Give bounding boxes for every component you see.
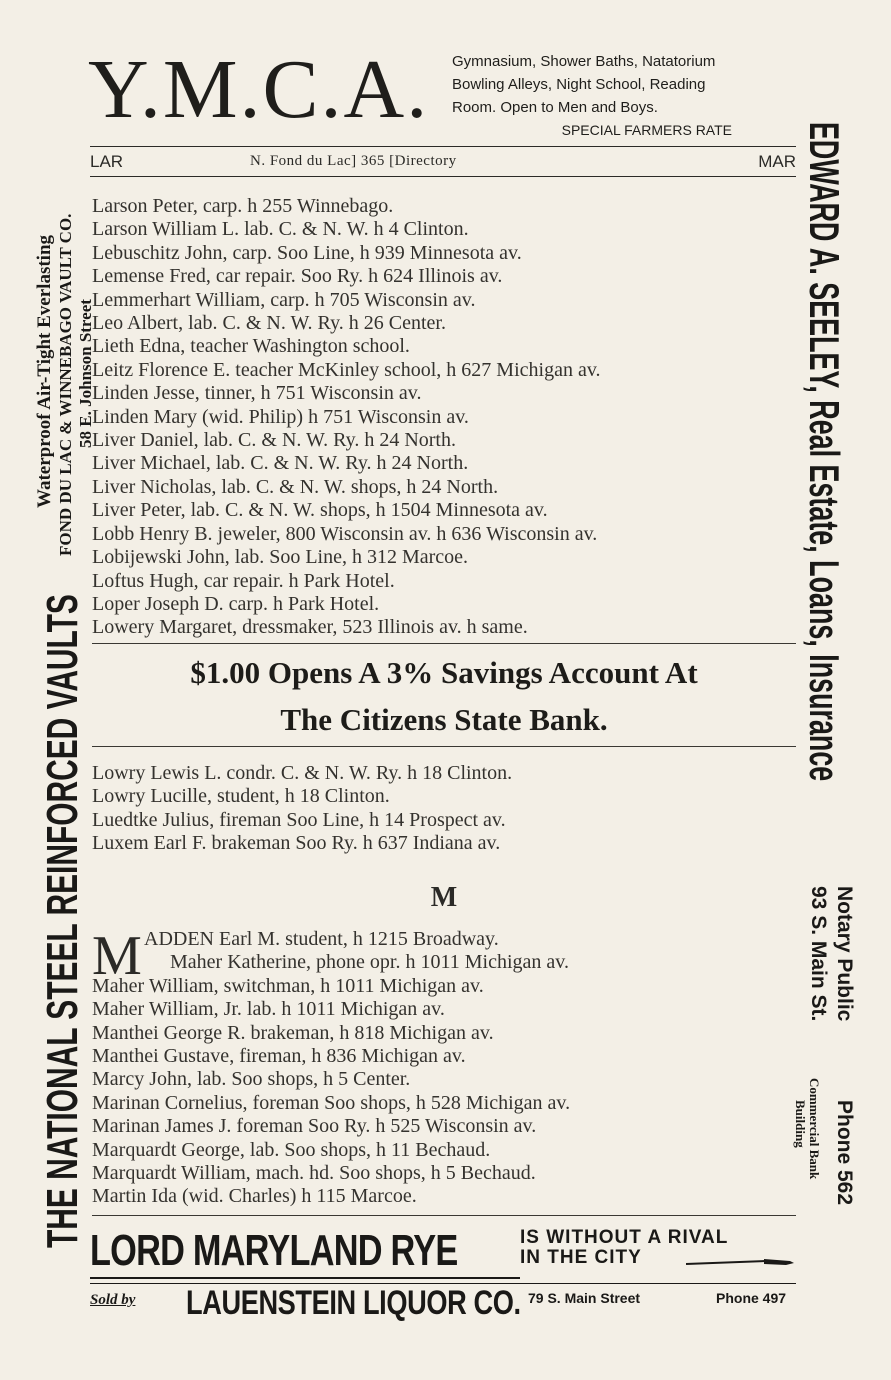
sold-by-label: Sold by	[90, 1292, 136, 1308]
list-item: Maher Katherine, phone opr. h 1011 Michigan av.	[170, 951, 569, 974]
seeley-address: 93 S. Main St.	[807, 886, 830, 1022]
list-item: Lowery Margaret, dressmaker, 523 Illinois av. h same.	[92, 616, 528, 639]
list-item: Lobb Henry B. jeweler, 800 Wisconsin av. h 636 Wisconsin av.	[92, 522, 598, 545]
list-item: Marcy John, lab. Soo shops, h 5 Center.	[92, 1068, 411, 1091]
list-item: Maher William, switchman, h 1011 Michigan av.	[92, 974, 484, 997]
list-item: Lowry Lucille, student, h 18 Clinton.	[92, 785, 390, 808]
list-item: Lowry Lewis L. condr. C. & N. W. Ry. h 18 Clinton.	[92, 762, 513, 784]
lauenstein-address: 79 S. Main Street	[528, 1290, 641, 1306]
list-item: ADDEN Earl M. student, h 1215 Broadway.	[144, 928, 499, 950]
ad-rule	[90, 1277, 520, 1279]
seeley-building-1: Commercial Bank	[807, 1078, 822, 1180]
list-item: Linden Jesse, tinner, h 751 Wisconsin av.	[92, 382, 422, 405]
header-rule-bottom	[90, 176, 796, 177]
list-item: Marinan Cornelius, foreman Soo shops, h 528 Michigan av.	[92, 1091, 571, 1114]
list-item: Martin Ida (wid. Charles) h 115 Marcoe.	[92, 1185, 417, 1208]
seeley-ad-main: EDWARD A. SEELEY, Real Estate, Loans, Insurance	[801, 122, 848, 782]
lord-maryland-rye-title: LORD MARYLAND RYE	[90, 1226, 458, 1275]
running-head-left: LAR	[90, 152, 124, 171]
citizens-ad-line-2: The Citizens State Bank.	[280, 702, 608, 737]
list-item: Marquardt George, lab. Soo shops, h 11 Bechaud.	[92, 1138, 491, 1161]
vaults-ad-company: FOND DU LAC & WINNEBAGO VAULT CO.	[56, 213, 75, 556]
entries-list-3	[92, 925, 802, 1209]
ymca-line-1: Gymnasium, Shower Baths, Natatorium	[452, 53, 716, 70]
seeley-phone: Phone 562	[833, 1100, 856, 1206]
ymca-farmers-rate: SPECIAL FARMERS RATE	[561, 122, 732, 138]
list-item: Linden Mary (wid. Philip) h 751 Wisconsin av.	[92, 405, 469, 428]
divider-rule	[92, 1215, 796, 1216]
running-head-center: N. Fond du Lac] 365 [Directory	[250, 153, 457, 169]
list-item: Lemmerhart William, carp. h 705 Wisconsin av.	[92, 288, 476, 311]
list-item: Larson William L. lab. C. & N. W. h 4 Clinton.	[92, 218, 469, 241]
entries-list-1	[92, 195, 802, 640]
ymca-ad-text	[452, 50, 792, 142]
list-item: Marinan James J. foreman Soo Ry. h 525 Wisconsin av.	[92, 1115, 537, 1138]
vaults-ad-tagline: Waterproof Air-Tight Everlasting	[34, 234, 55, 508]
list-item: Luxem Earl F. brakeman Soo Ry. h 637 Indiana av.	[92, 832, 501, 855]
list-item: Liver Daniel, lab. C. & N. W. Ry. h 24 North.	[92, 429, 456, 452]
list-item: Loftus Hugh, car repair. h Park Hotel.	[92, 569, 395, 592]
list-item: Larson Peter, carp. h 255 Winnebago.	[92, 195, 394, 217]
list-item: Leitz Florence E. teacher McKinley school, h 627 Michigan av.	[92, 358, 601, 381]
list-item: Lemense Fred, car repair. Soo Ry. h 624 Illinois av.	[92, 265, 503, 288]
list-item: Liver Peter, lab. C. & N. W. shops, h 1504 Minnesota av.	[92, 499, 548, 522]
list-item: Marquardt William, mach. hd. Soo shops, h 5 Bechaud.	[92, 1162, 536, 1185]
list-item: Luedtke Julius, fireman Soo Line, h 14 Prospect av.	[92, 808, 506, 831]
divider-rule	[92, 746, 796, 747]
list-item: Manthei Gustave, fireman, h 836 Michigan av.	[92, 1045, 466, 1068]
list-item: Leo Albert, lab. C. & N. W. Ry. h 26 Center.	[92, 312, 446, 335]
running-head-right: MAR	[758, 152, 796, 171]
list-item: Loper Joseph D. carp. h Park Hotel.	[92, 592, 380, 615]
ymca-logo: Y.M.C.A.	[88, 43, 430, 136]
vaults-ad-main: THE NATIONAL STEEL REINFORCED VAULTS	[38, 594, 87, 1248]
list-item: Liver Michael, lab. C. & N. W. Ry. h 24 North.	[92, 452, 469, 475]
pointing-hand-icon	[686, 1258, 796, 1268]
section-letter: M	[430, 882, 458, 913]
running-head	[90, 150, 796, 174]
divider-rule	[92, 643, 796, 644]
ymca-line-3: Room. Open to Men and Boys.	[452, 99, 658, 116]
vaults-ad-address: 58 E. Johnson Street	[76, 299, 95, 448]
drop-cap: M	[92, 925, 142, 987]
ymca-line-2: Bowling Alleys, Night School, Reading	[452, 76, 706, 93]
list-item: Lobijewski John, lab. Soo Line, h 312 Marcoe.	[92, 546, 469, 569]
lauenstein-company: LAUENSTEIN LIQUOR CO.	[186, 1284, 521, 1322]
header-rule-top	[90, 146, 796, 147]
seeley-building-2: Building	[793, 1100, 808, 1148]
entries-list-2	[92, 762, 802, 856]
list-item: Maher William, Jr. lab. h 1011 Michigan av.	[92, 998, 445, 1021]
list-item: Manthei George R. brakeman, h 818 Michigan av.	[92, 1021, 494, 1044]
list-item: Lieth Edna, teacher Washington school.	[92, 335, 410, 358]
lauenstein-phone: Phone 497	[716, 1290, 787, 1306]
rival-line-1: IS WITHOUT A RIVAL	[520, 1227, 729, 1248]
list-item: Lebuschitz John, carp. Soo Line, h 939 Minnesota av.	[92, 241, 522, 264]
citizens-ad-line-1: $1.00 Opens A 3% Savings Account At	[190, 655, 698, 690]
rival-line-2: IN THE CITY	[520, 1247, 642, 1268]
list-item: Liver Nicholas, lab. C. & N. W. shops, h 24 North.	[92, 475, 499, 498]
seeley-notary: Notary Public	[833, 886, 856, 1022]
